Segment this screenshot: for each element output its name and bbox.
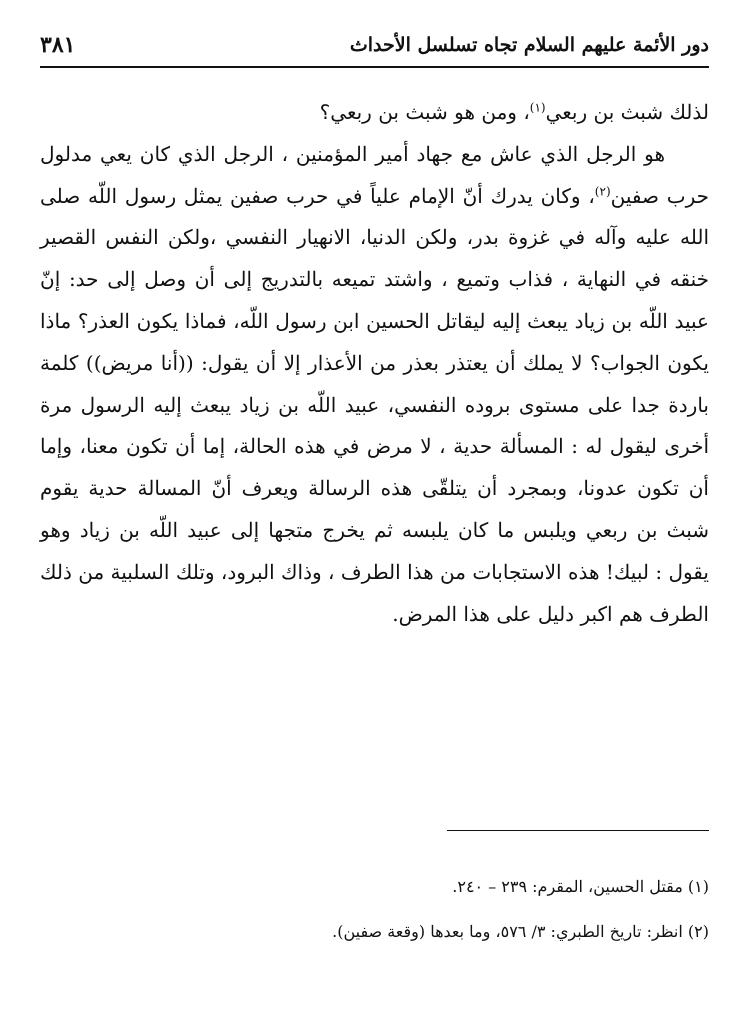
running-title: دور الأئمة عليهم السلام تجاه تسلسل الأحداث [349, 34, 709, 56]
footnote-separator [447, 830, 709, 831]
paragraph-2-text-end: ، وكان يدرك أنّ الإمام علياً في حرب صفين يمثل رسول اللّه صلى الله عليه وآله في غزوة بدر، ولكن الدنيا، الانهيار النفسي ،ولكن النفس القصير خنقه في النهاية ، فذاب وتميع ، واشتد تميعه بالتدريج إلى أن وصل إلى حد: إنّ عبيد اللّه بن زياد يبعث إليه ليقاتل الحسين ابن رسول اللّه، فماذا يكون العذر؟ ماذا يكون الجواب؟ لا يملك أن يعتذر بعذر من الأعذار إلا أن يقول: ((أنا مريض)) كلمة باردة جدا على مستوى بروده النفسي، عبيد اللّه بن زياد يبعث إليه الرسول مرة أخرى ليقول له : المسألة حدية ، لا مرض في هذه الحالة، إما أن تكون معنا، وإما أن تكون عدونا، وبمجرد أن يتلقّى هذه الرسالة ويعرف أنّ المسالة حدية يقوم شبث بن ربعي ويلبس ما كان يلبسه ثم يخرج متجها إلى عبيد اللّه بن زياد وهو يقول : لبيك! هذه الاستجابات من هذا الطرف ، وذاك البرود، وتلك السلبية من ذلك الطرف هم اكبر دليل على هذا المرض. [40, 183, 709, 626]
paragraph-1-text-end: ، ومن هو شبث بن ربعي؟ [319, 100, 530, 124]
footnote-2: (٢) انظر: تاريخ الطبري: ٣/ ٥٧٦، وما بعدها (وقعة صفين). [332, 922, 709, 941]
page-number: ٣٨١ [40, 32, 76, 58]
paragraph-2 [40, 134, 709, 636]
paragraph-2-text-start: هو الرجل الذي عاش مع جهاد أمير المؤمنين ، الرجل الذي كان يعي مدلول حرب صفين [40, 141, 709, 208]
paragraph-1 [40, 92, 709, 134]
footnote-ref-2: (٢) [594, 183, 611, 198]
main-text [40, 92, 709, 635]
footnotes [40, 864, 709, 954]
footnote-1: (١) مقتل الحسين، المقرم: ٢٣٩ – ٢٤٠. [452, 877, 709, 896]
paragraph-1-text-start: لذلك شبث بن ربعي [545, 100, 709, 124]
footnote-ref-1: (١) [529, 100, 546, 115]
page-header [40, 28, 709, 62]
header-rule [40, 66, 709, 68]
